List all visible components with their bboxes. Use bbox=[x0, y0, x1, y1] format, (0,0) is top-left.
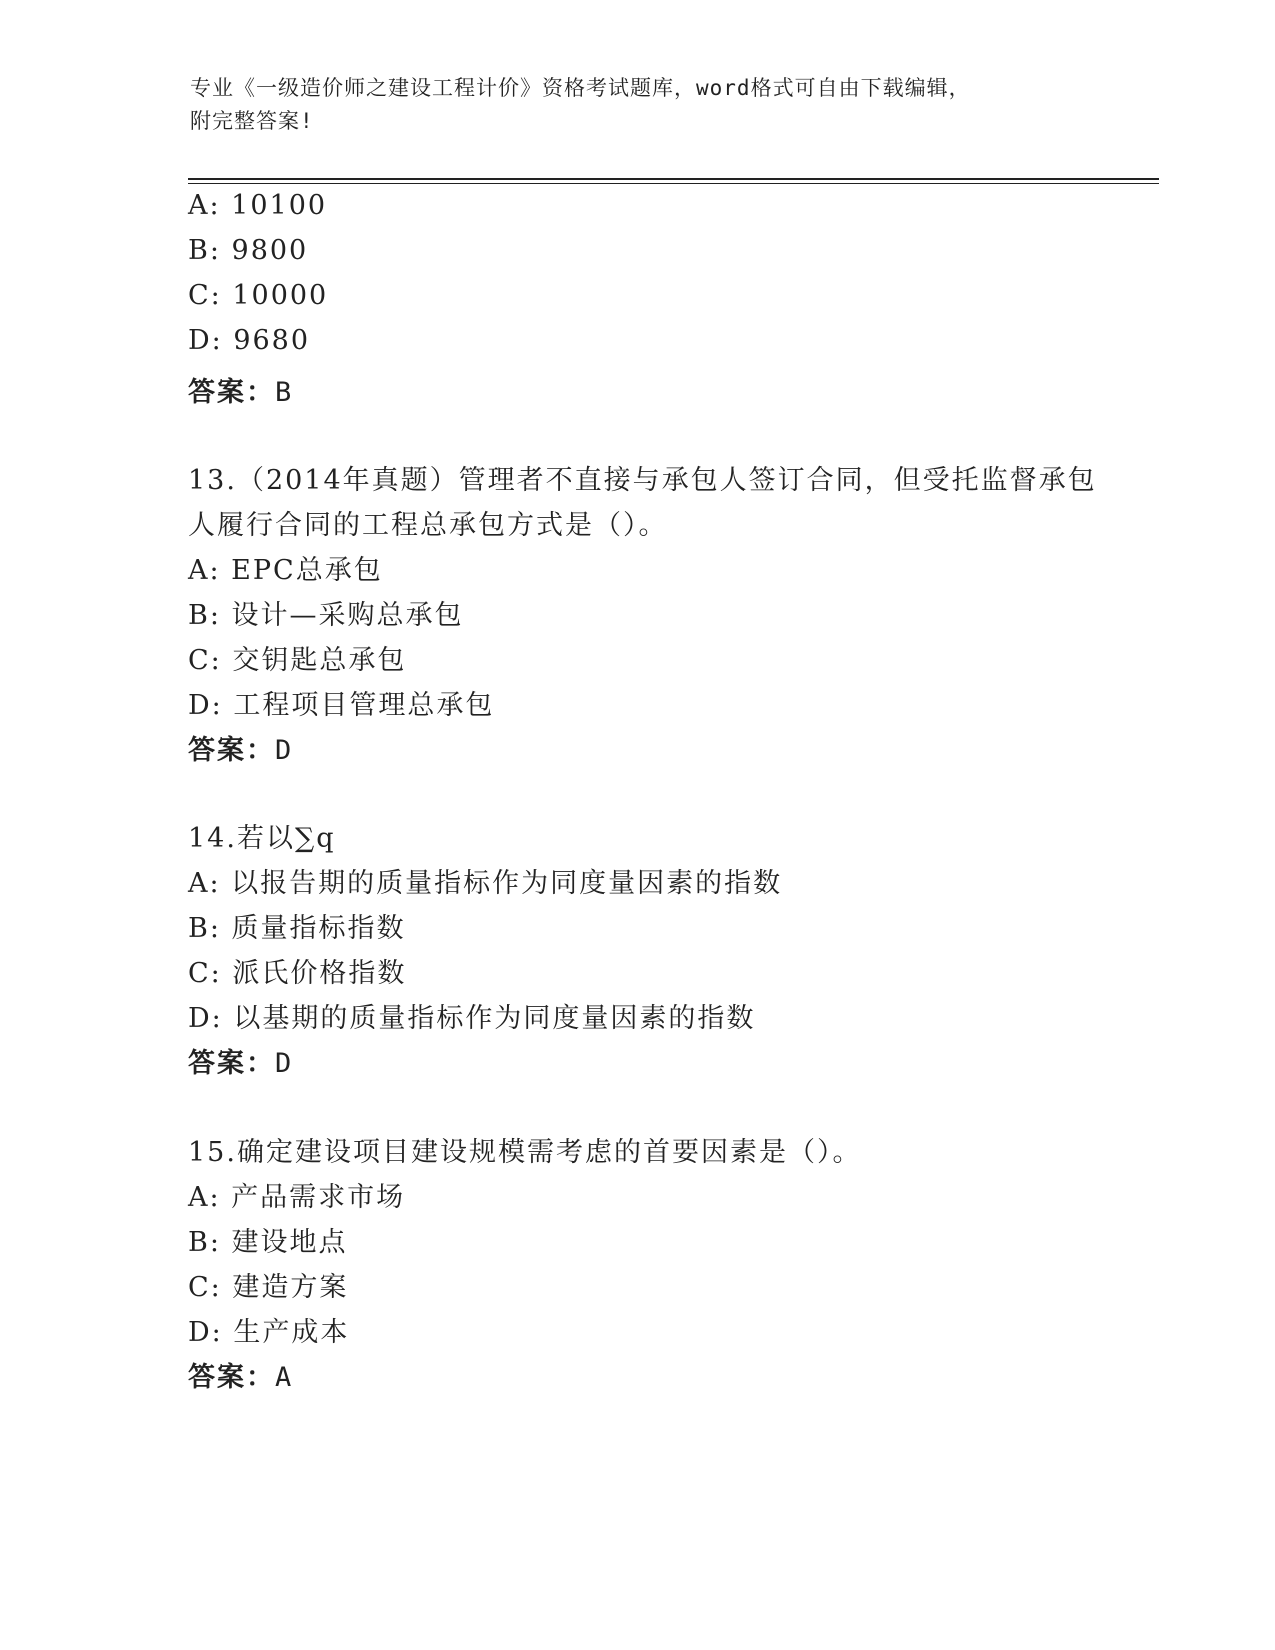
q13-option-a: A: EPC总承包 bbox=[188, 555, 383, 586]
q15-option-d: D: 生产成本 bbox=[188, 1317, 350, 1348]
header-line-2: 附完整答案! bbox=[190, 109, 314, 133]
q15-question: 15.确定建设项目建设规模需考虑的首要因素是（）。 bbox=[188, 1137, 862, 1168]
q14-option-c: C: 派氏价格指数 bbox=[188, 958, 407, 989]
q13-answer bbox=[188, 728, 293, 767]
q15-option-b: B: 建设地点 bbox=[188, 1227, 348, 1258]
header-rule-thin bbox=[188, 183, 1159, 184]
q12-option-d: D: 9680 bbox=[188, 325, 311, 356]
q12-option-c: C: 10000 bbox=[188, 280, 329, 311]
q14-option-d: D: 以基期的质量指标作为同度量因素的指数 bbox=[188, 1003, 756, 1034]
answer-value: B bbox=[275, 377, 294, 408]
answer-label: 答案： bbox=[188, 735, 275, 766]
q14-question: 14.若以∑q bbox=[188, 823, 336, 854]
q12-option-b: B: 9800 bbox=[188, 235, 309, 266]
header-rule-thick bbox=[188, 178, 1159, 180]
q14-option-a: A: 以报告期的质量指标作为同度量因素的指数 bbox=[188, 868, 783, 899]
answer-label: 答案： bbox=[188, 1048, 275, 1079]
answer-value: D bbox=[275, 735, 294, 766]
q15-option-a: A: 产品需求市场 bbox=[188, 1182, 406, 1213]
q14-answer bbox=[188, 1041, 293, 1080]
q15-option-c: C: 建造方案 bbox=[188, 1272, 349, 1303]
answer-label: 答案： bbox=[188, 1362, 275, 1393]
q13-option-c: C: 交钥匙总承包 bbox=[188, 645, 407, 676]
answer-value: D bbox=[275, 1048, 294, 1079]
answer-value: A bbox=[275, 1362, 294, 1393]
q13-question-line-2: 人履行合同的工程总承包方式是（）。 bbox=[188, 510, 668, 541]
q15-answer bbox=[188, 1355, 293, 1394]
q13-option-b: B: 设计—采购总承包 bbox=[188, 600, 464, 631]
q12-option-a: A: 10100 bbox=[188, 190, 328, 221]
q14-option-b: B: 质量指标指数 bbox=[188, 913, 406, 944]
document-header bbox=[190, 72, 1070, 138]
q12-answer bbox=[188, 370, 293, 409]
q13-question-line-1: 13.（2014年真题）管理者不直接与承包人签订合同，但受托监督承包 bbox=[188, 465, 1097, 496]
answer-label: 答案： bbox=[188, 377, 275, 408]
header-line-1: 专业《一级造价师之建设工程计价》资格考试题库，word格式可自由下载编辑， bbox=[190, 76, 971, 100]
q13-option-d: D: 工程项目管理总承包 bbox=[188, 690, 495, 721]
